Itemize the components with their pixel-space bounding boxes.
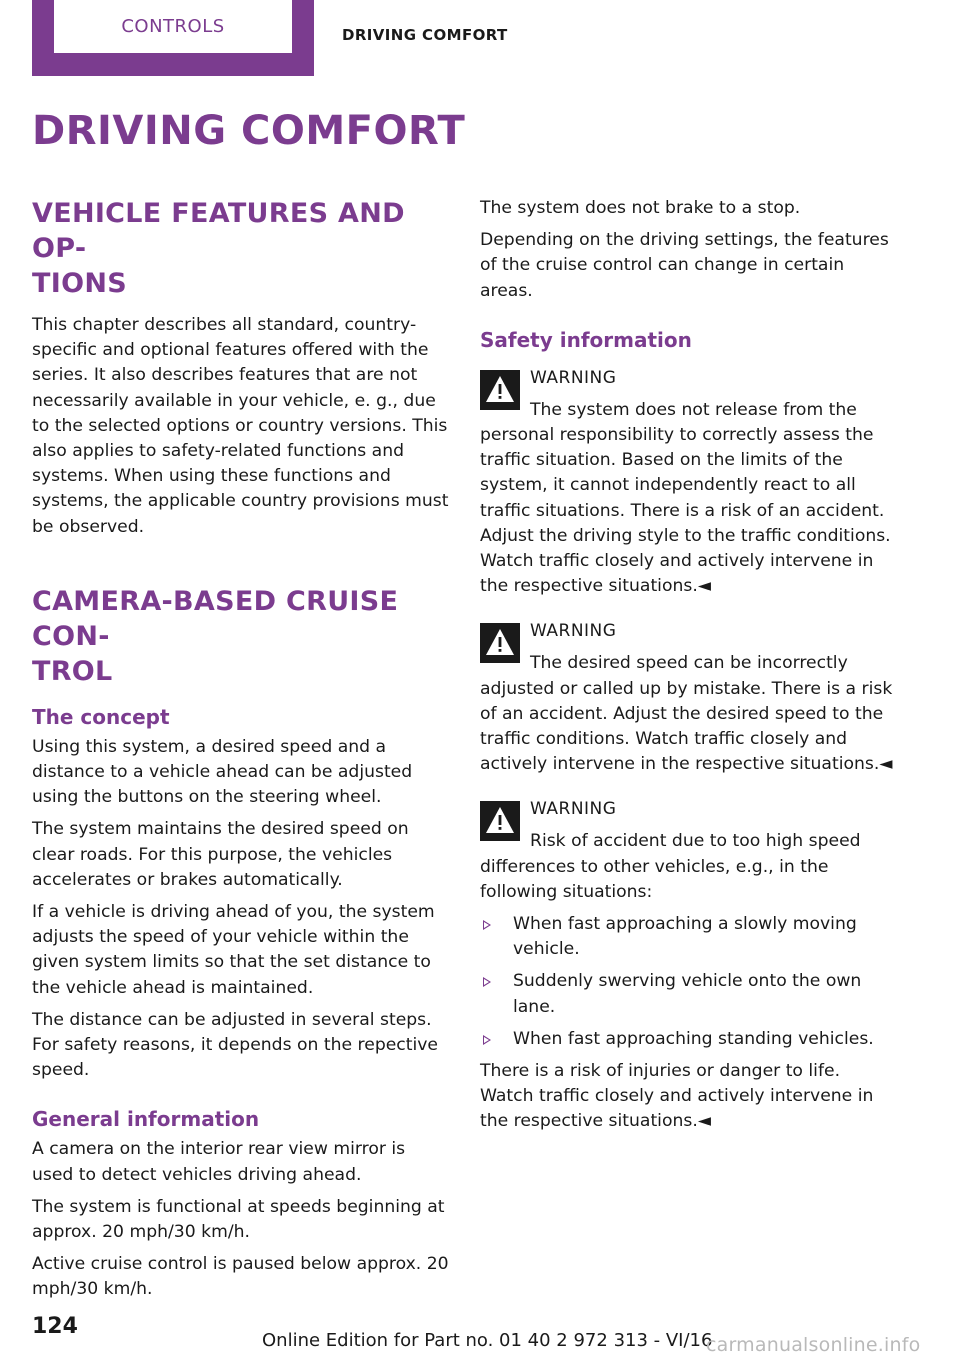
concept-paragraph-4: The distance can be adjusted in several steps. For safety reasons, it depends on the repective speed. [32, 1009, 439, 1081]
footer-edition: Online Edition for Part no. 01 40 2 972 313 - VI/16 [262, 1330, 713, 1351]
closing-paragraph: There is a risk of injuries or danger to life. Watch traffic closely and actively intervene in the respective situations.◄ [480, 1061, 874, 1132]
concept-paragraph-1: Using this system, a desired speed and a distance to a vehicle ahead can be adjusted using the buttons on the steering wheel. [32, 736, 413, 808]
warning-triangle-icon [480, 623, 520, 663]
page-title: DRIVING COMFORT [32, 108, 466, 154]
warning-label: WARNING [530, 367, 617, 388]
list-item: When fast approaching standing vehicles. [480, 1027, 898, 1052]
warning-label: WARNING [530, 799, 617, 820]
warning-block-3 [480, 797, 898, 905]
warning-block-1 [480, 366, 898, 600]
triangle-bullet-icon [483, 920, 491, 930]
situation-list [480, 912, 898, 1052]
right-column [480, 196, 898, 1135]
heading-safety-information: Safety information [480, 327, 692, 352]
vehicle-features-body: This chapter describes all standard, country-specific and optional features offered with the series. It also describes features that are not necessarily available in your vehicle, e. g., due to the selected options or country versions. This also applies to safety-related functions and systems. When using these functions and systems, the applicable country provisions must be observed. [32, 315, 449, 537]
concept-paragraph-3: If a vehicle is driving ahead of you, the system adjusts the speed of your vehicle within the given system limits so that the set distance to the vehicle ahead is maintained. [32, 902, 435, 998]
general-paragraph-1: A camera on the interior rear view mirror is used to detect vehicles driving ahead. [32, 1139, 406, 1185]
right-paragraph-1: The system does not brake to a stop. [480, 198, 801, 218]
general-paragraph-2: The system is functional at speeds beginning at approx. 20 mph/30 km/h. [32, 1196, 445, 1243]
warning-text-2: The desired speed can be incorrectly adjusted or called up by mistake. There is a risk of an accident. Adjust the desired speed to the traffic conditions. Watch traffic closely and actively intervene in the respective situations.◄ [480, 653, 893, 775]
concept-paragraph-2: The system maintains the desired speed on clear roads. For this purpose, the vehicles accelerates or brakes automatically. [32, 819, 409, 890]
heading-camera-cruise: CAMERA-BASED CRUISE CON- TROL [32, 585, 399, 687]
list-item: Suddenly swerving vehicle onto the own lane. [480, 969, 898, 1019]
heading-concept: The concept [32, 704, 170, 729]
watermark-text: carmanualsonline.info [706, 1334, 921, 1356]
header-tab-label: CONTROLS [54, 0, 292, 53]
heading-vehicle-features: VEHICLE FEATURES AND OP- TIONS [32, 198, 405, 299]
warning-block-2 [480, 619, 898, 777]
warning-triangle-icon [480, 801, 520, 841]
triangle-bullet-icon [483, 1035, 491, 1045]
warning-label: WARNING [530, 621, 617, 642]
general-paragraph-3: Active cruise control is paused below approx. 20 mph/30 km/h. [32, 1254, 449, 1300]
triangle-bullet-icon [483, 977, 491, 987]
header-section: DRIVING COMFORT [342, 26, 508, 44]
heading-general-information: General information [32, 1107, 260, 1132]
list-item: When fast approaching a slowly moving vehicle. [480, 912, 898, 962]
warning-text-3: Risk of accident due to too high speed differences to other vehicles, e.g., in the following situations: [480, 831, 861, 902]
page-number: 124 [32, 1314, 78, 1339]
header-tab [32, 0, 314, 76]
right-paragraph-2: Depending on the driving settings, the features of the cruise control can change in certain areas. [480, 230, 889, 301]
warning-text-1: The system does not release from the personal responsibility to correctly assess the traffic situation. Based on the limits of the system, it cannot independently react to all traffic situations. There is a risk of an accident. Adjust the driving style to the traffic conditions. Watch traffic closely and actively intervene in the respective situations.◄ [480, 399, 891, 597]
warning-triangle-icon [480, 370, 520, 410]
left-column [32, 196, 450, 1303]
